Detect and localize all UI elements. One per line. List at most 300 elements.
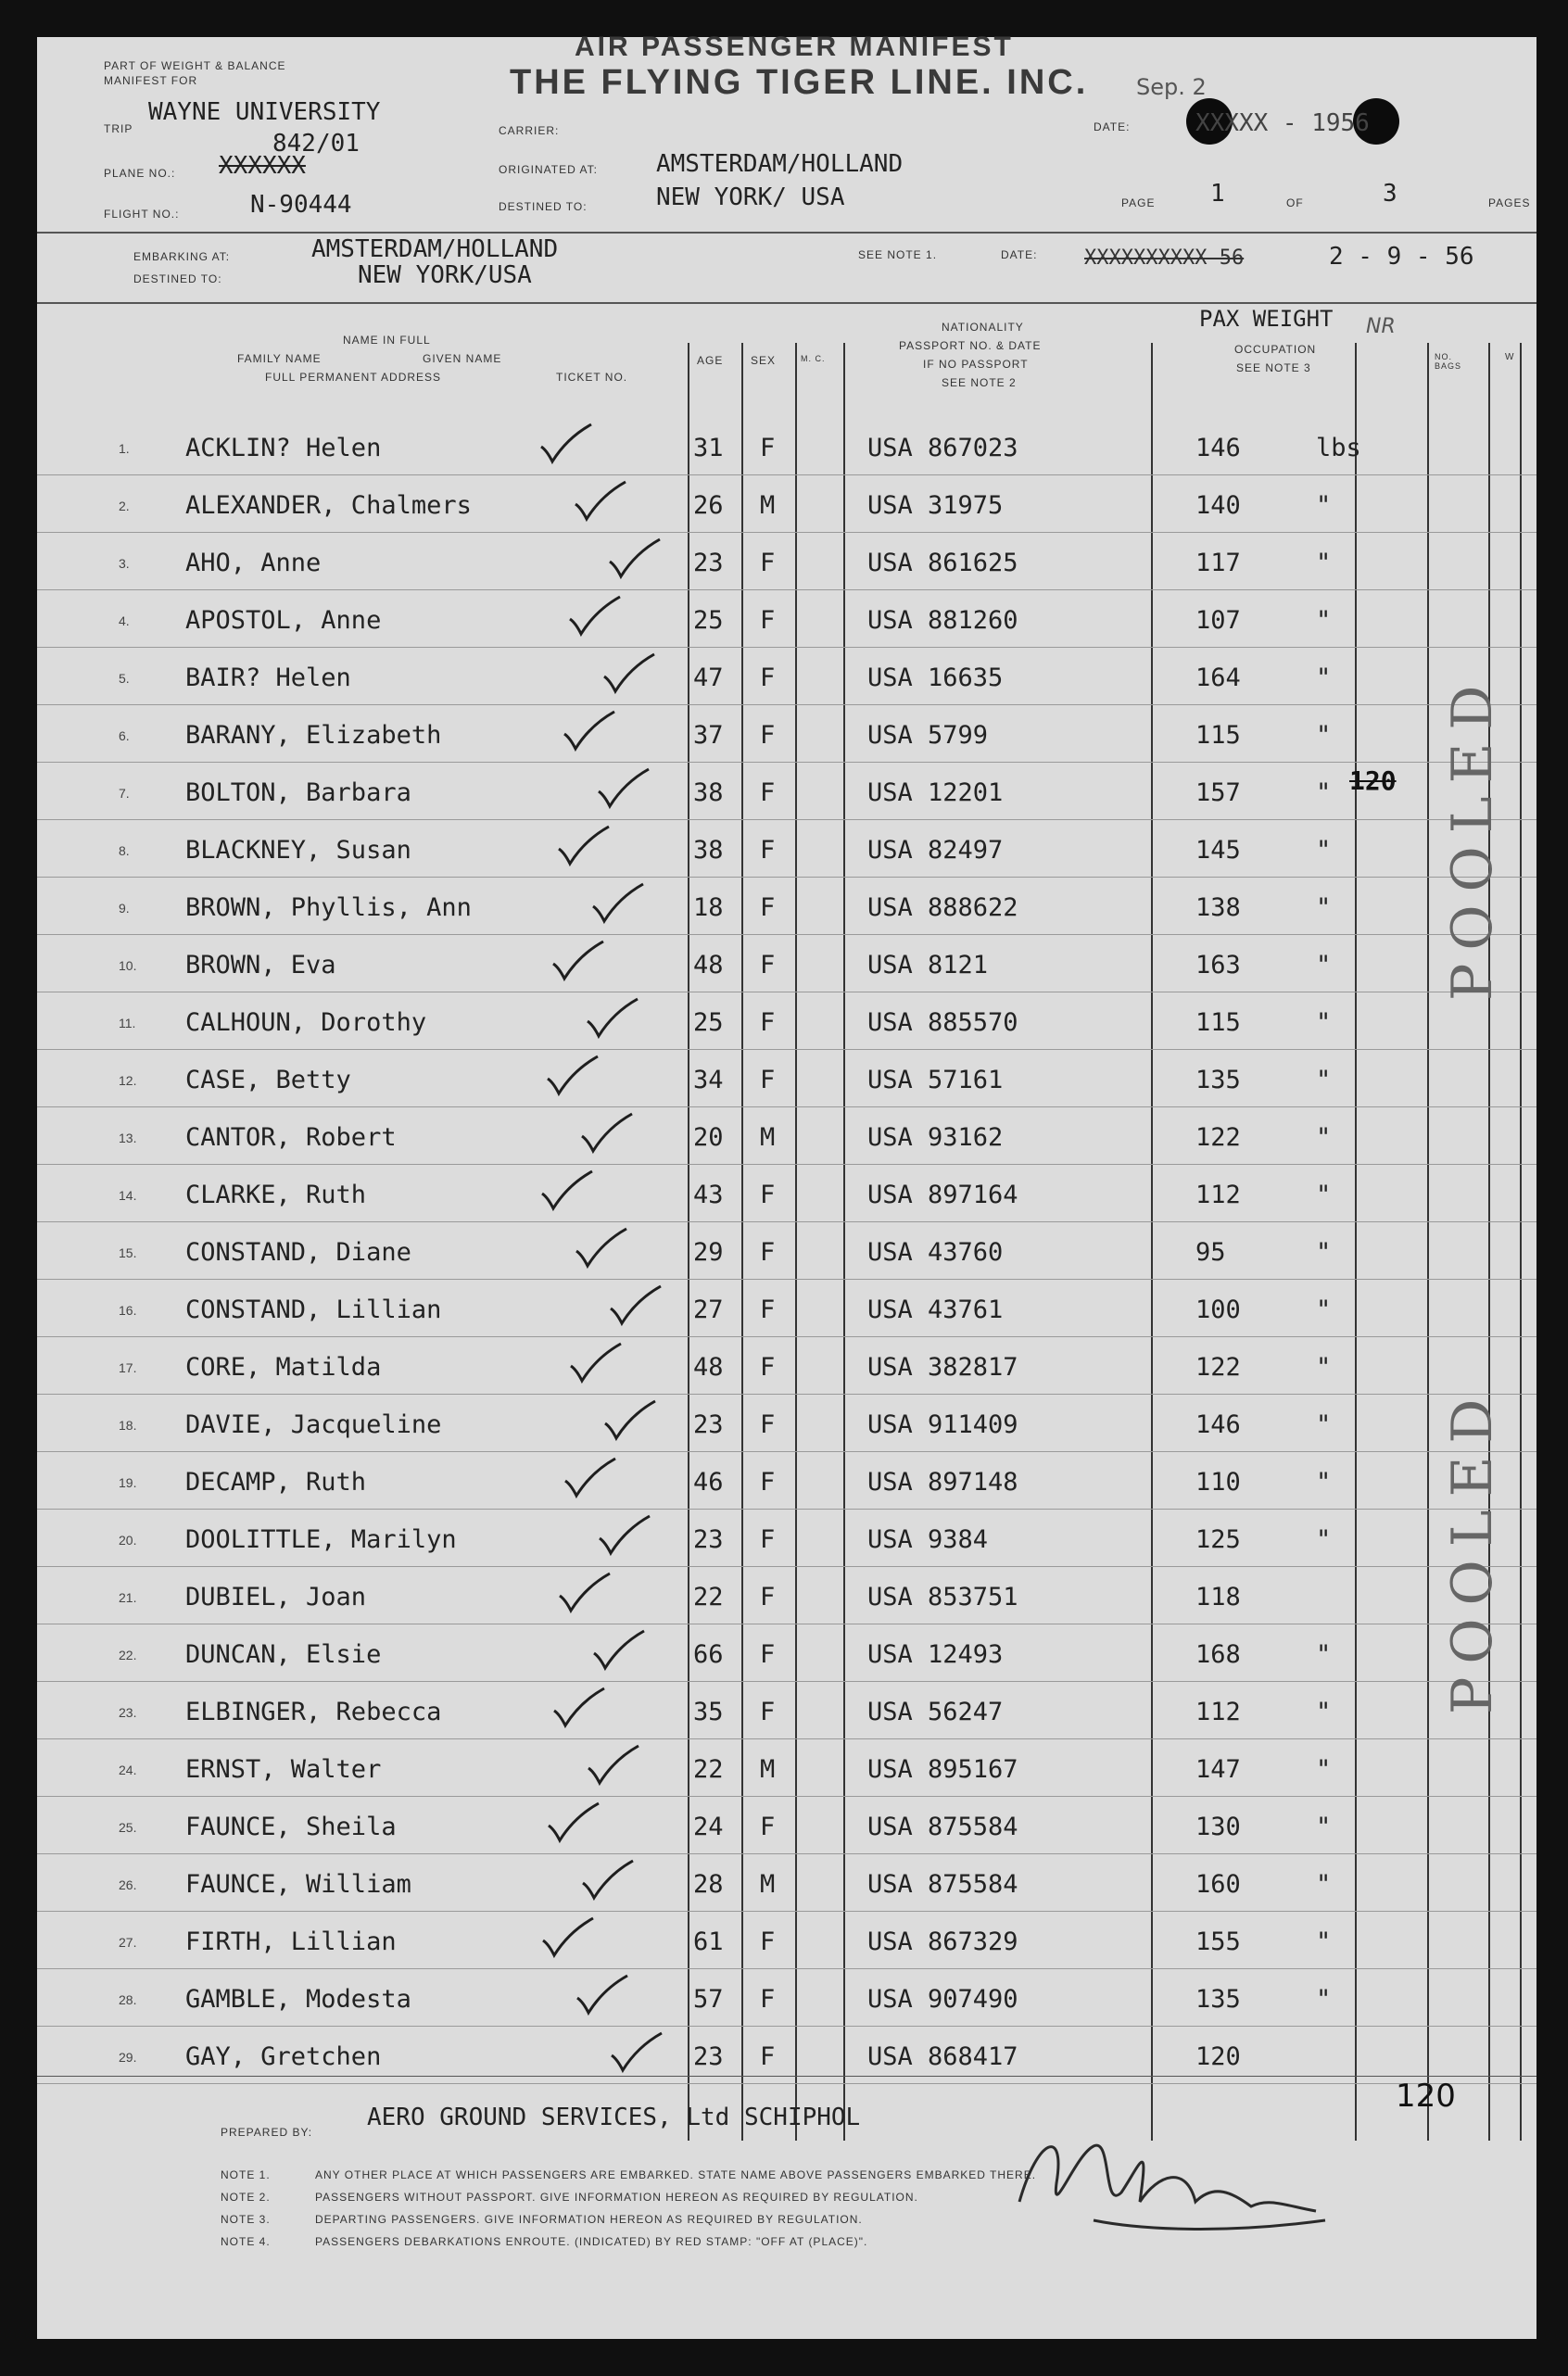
passenger-name: FIRTH, Lillian xyxy=(185,1927,397,1956)
date2-struck: XXXXXXXXXX-56 xyxy=(1084,246,1245,270)
passenger-weight: 110 xyxy=(1195,1468,1241,1497)
row-number: 15. xyxy=(119,1245,137,1260)
passenger-name: BLACKNEY, Susan xyxy=(185,836,411,865)
table-row xyxy=(37,880,1536,938)
passenger-sex: F xyxy=(760,1468,776,1497)
note1-footer-label: NOTE 1. xyxy=(221,2168,271,2181)
passenger-weight: 100 xyxy=(1195,1295,1241,1324)
pooled-stamp-upper: POOLED xyxy=(1440,672,1505,1001)
passenger-passport: USA 895167 xyxy=(867,1755,1018,1784)
prepared-label: PREPARED BY: xyxy=(221,2126,313,2139)
passenger-age: 20 xyxy=(693,1123,724,1152)
trip-label: TRIP xyxy=(104,122,133,135)
col-pax-heading: PAX WEIGHT xyxy=(1199,306,1334,332)
col-passport-heading: PASSPORT NO. & DATE xyxy=(899,339,1042,352)
passenger-name: CONSTAND, Diane xyxy=(185,1238,411,1267)
passenger-weight: 135 xyxy=(1195,1066,1241,1094)
passenger-weight-unit: " xyxy=(1316,1525,1332,1554)
pages-label: PAGES xyxy=(1488,196,1531,209)
passenger-sex: F xyxy=(760,664,776,692)
table-row xyxy=(37,1225,1536,1283)
row-number: 8. xyxy=(119,843,130,858)
passenger-age: 61 xyxy=(693,1927,724,1956)
passenger-passport: USA 57161 xyxy=(867,1066,1004,1094)
row-number: 26. xyxy=(119,1877,137,1892)
passenger-passport: USA 43761 xyxy=(867,1295,1004,1324)
passenger-age: 57 xyxy=(693,1985,724,2014)
date2-label: DATE: xyxy=(1001,248,1038,261)
passenger-weight: 155 xyxy=(1195,1927,1241,1956)
trip-sub-value: 842/01 xyxy=(272,130,360,158)
col-age-heading: AGE xyxy=(697,354,724,367)
table-row xyxy=(37,708,1536,765)
row-number: 16. xyxy=(119,1303,137,1318)
passenger-sex: F xyxy=(760,778,776,807)
passenger-sex: F xyxy=(760,1295,776,1324)
passenger-weight: 115 xyxy=(1195,1008,1241,1037)
passenger-age: 23 xyxy=(693,549,724,577)
row-number: 21. xyxy=(119,1590,137,1605)
passenger-passport: USA 82497 xyxy=(867,836,1004,865)
passenger-weight-unit: " xyxy=(1316,1410,1332,1439)
prepared-value: AERO GROUND SERVICES, Ltd SCHIPHOL xyxy=(367,2104,861,2131)
struck-weight-120: 120 xyxy=(1349,765,1397,796)
date-typed: XXXXX - 1956 xyxy=(1195,109,1370,137)
table-row xyxy=(37,536,1536,593)
destined2-value: NEW YORK/USA xyxy=(358,261,532,289)
passenger-sex: F xyxy=(760,951,776,979)
table-row xyxy=(37,478,1536,536)
passenger-name: BAIR? Helen xyxy=(185,664,351,692)
check-mark-icon xyxy=(606,537,662,580)
passenger-weight: 157 xyxy=(1195,778,1241,807)
row-number: 1. xyxy=(119,441,130,456)
row-rule xyxy=(37,1681,1536,1682)
passenger-weight: 145 xyxy=(1195,836,1241,865)
passenger-weight: 115 xyxy=(1195,721,1241,750)
page-label: PAGE xyxy=(1121,196,1156,209)
passenger-weight-unit: lbs xyxy=(1316,434,1361,462)
row-rule xyxy=(37,474,1536,475)
check-mark-icon xyxy=(584,997,639,1040)
manifest-page xyxy=(37,32,1536,2339)
passenger-weight-unit: " xyxy=(1316,1755,1332,1784)
passenger-passport: USA 861625 xyxy=(867,549,1018,577)
row-number: 17. xyxy=(119,1360,137,1375)
col-ticket-heading: TICKET NO. xyxy=(556,371,628,384)
passenger-age: 43 xyxy=(693,1181,724,1209)
passenger-passport: USA 897148 xyxy=(867,1468,1018,1497)
passenger-sex: M xyxy=(760,491,776,520)
plane-label: PLANE NO.: xyxy=(104,167,176,180)
passenger-weight-unit: " xyxy=(1316,778,1332,807)
passenger-passport: USA 867023 xyxy=(867,434,1018,462)
passenger-weight: 164 xyxy=(1195,664,1241,692)
check-mark-icon xyxy=(585,1744,640,1787)
passenger-sex: F xyxy=(760,434,776,462)
note1-label: SEE NOTE 1. xyxy=(858,248,938,261)
col-address-heading: FULL PERMANENT ADDRESS xyxy=(265,371,442,384)
table-row xyxy=(37,1972,1536,2029)
passenger-age: 23 xyxy=(693,1410,724,1439)
row-number: 24. xyxy=(119,1763,137,1777)
passenger-name: DAVIE, Jacqueline xyxy=(185,1410,442,1439)
passenger-age: 28 xyxy=(693,1870,724,1899)
row-number: 10. xyxy=(119,958,137,973)
passenger-passport: USA 881260 xyxy=(867,606,1018,635)
check-mark-icon xyxy=(539,1916,595,1959)
passenger-age: 48 xyxy=(693,951,724,979)
passenger-weight: 168 xyxy=(1195,1640,1241,1669)
flight-value: N-90444 xyxy=(250,191,352,219)
row-number: 4. xyxy=(119,613,130,628)
row-number: 7. xyxy=(119,786,130,801)
row-rule xyxy=(37,1968,1536,1969)
row-rule xyxy=(37,1164,1536,1165)
passenger-sex: F xyxy=(760,1238,776,1267)
passenger-weight-unit: " xyxy=(1316,893,1332,922)
table-row xyxy=(37,421,1536,478)
passenger-weight: 146 xyxy=(1195,434,1241,462)
passenger-name: CLARKE, Ruth xyxy=(185,1181,367,1209)
row-rule xyxy=(37,704,1536,705)
passenger-sex: F xyxy=(760,1813,776,1841)
passenger-age: 35 xyxy=(693,1698,724,1726)
check-mark-icon xyxy=(574,1974,629,2016)
col-sex-heading: SEX xyxy=(751,354,777,367)
passenger-weight: 163 xyxy=(1195,951,1241,979)
passenger-weight: 118 xyxy=(1195,1583,1241,1611)
table-row xyxy=(37,938,1536,995)
row-number: 11. xyxy=(119,1016,136,1030)
passenger-weight-unit: " xyxy=(1316,1123,1332,1152)
date2-value: 2 - 9 - 56 xyxy=(1329,243,1474,271)
check-mark-icon xyxy=(589,882,645,925)
check-mark-icon xyxy=(561,710,616,752)
row-rule xyxy=(37,1049,1536,1050)
check-mark-icon xyxy=(596,1514,651,1557)
row-rule xyxy=(37,1853,1536,1854)
check-mark-icon xyxy=(579,1859,635,1902)
table-row xyxy=(37,1857,1536,1915)
manifest-title: AIR PASSENGER MANIFEST xyxy=(575,32,1014,62)
passenger-age: 26 xyxy=(693,491,724,520)
check-mark-icon xyxy=(550,940,605,982)
row-number: 19. xyxy=(119,1475,137,1490)
passenger-weight-unit: " xyxy=(1316,1870,1332,1899)
check-mark-icon xyxy=(573,1227,628,1270)
check-mark-icon xyxy=(545,1801,601,1844)
passenger-name: APOSTOL, Anne xyxy=(185,606,382,635)
passenger-name: CALHOUN, Dorothy xyxy=(185,1008,427,1037)
passenger-age: 38 xyxy=(693,778,724,807)
passenger-weight: 146 xyxy=(1195,1410,1241,1439)
passenger-age: 34 xyxy=(693,1066,724,1094)
col-bags-heading: NO. BAGS xyxy=(1435,352,1462,371)
of-label: OF xyxy=(1286,196,1304,209)
row-rule xyxy=(37,532,1536,533)
flight-label: FLIGHT NO.: xyxy=(104,208,180,221)
check-mark-icon xyxy=(608,2031,664,2074)
passenger-passport: USA 875584 xyxy=(867,1870,1018,1899)
row-number: 14. xyxy=(119,1188,137,1203)
passenger-age: 27 xyxy=(693,1295,724,1324)
row-rule xyxy=(37,647,1536,648)
passenger-passport: USA 888622 xyxy=(867,893,1018,922)
note1-footer-text: ANY OTHER PLACE AT WHICH PASSENGERS ARE EMBARKED. STATE NAME ABOVE PASSENGERS EMBARKED THERE. xyxy=(315,2168,1037,2181)
passenger-passport: USA 907490 xyxy=(867,1985,1018,2014)
table-row xyxy=(37,1915,1536,1972)
passenger-age: 47 xyxy=(693,664,724,692)
divider-header xyxy=(37,232,1536,234)
passenger-weight-unit: " xyxy=(1316,1698,1332,1726)
passenger-weight: 160 xyxy=(1195,1870,1241,1899)
col-ifno-heading: IF NO PASSPORT xyxy=(923,358,1029,371)
passenger-sex: F xyxy=(760,1410,776,1439)
passenger-passport: USA 867329 xyxy=(867,1927,1018,1956)
passenger-passport: USA 897164 xyxy=(867,1181,1018,1209)
passenger-age: 22 xyxy=(693,1583,724,1611)
passenger-name: CANTOR, Robert xyxy=(185,1123,397,1152)
passenger-age: 29 xyxy=(693,1238,724,1267)
passenger-name: BARANY, Elizabeth xyxy=(185,721,442,750)
note3-footer-label: NOTE 3. xyxy=(221,2213,271,2226)
passenger-name: BROWN, Eva xyxy=(185,951,336,979)
passenger-weight-unit: " xyxy=(1316,1927,1332,1956)
passenger-name: ELBINGER, Rebecca xyxy=(185,1698,442,1726)
table-row xyxy=(37,1455,1536,1512)
passenger-sex: F xyxy=(760,1008,776,1037)
col-seenote2-heading: SEE NOTE 2 xyxy=(942,376,1017,389)
passenger-name: AHO, Anne xyxy=(185,549,322,577)
check-mark-icon xyxy=(607,1284,663,1327)
check-mark-icon xyxy=(556,1572,612,1614)
check-mark-icon xyxy=(590,1629,646,1672)
table-row xyxy=(37,2029,1536,2087)
note2-footer-label: NOTE 2. xyxy=(221,2191,271,2204)
passenger-weight: 140 xyxy=(1195,491,1241,520)
trip-value: WAYNE UNIVERSITY xyxy=(148,98,381,126)
table-row xyxy=(37,1110,1536,1168)
row-number: 28. xyxy=(119,1992,137,2007)
carrier-name: THE FLYING TIGER LINE. INC. xyxy=(510,63,1089,102)
passenger-passport: USA 12493 xyxy=(867,1640,1004,1669)
row-number: 23. xyxy=(119,1705,137,1720)
passenger-sex: M xyxy=(760,1755,776,1784)
passenger-sex: F xyxy=(760,721,776,750)
check-mark-icon xyxy=(572,480,627,523)
col-m-heading: M. C. xyxy=(801,354,826,363)
check-mark-icon xyxy=(578,1112,634,1155)
passenger-name: ACKLIN? Helen xyxy=(185,434,382,462)
passenger-age: 25 xyxy=(693,1008,724,1037)
col-name-heading: NAME IN FULL xyxy=(343,334,431,347)
passenger-weight-unit: " xyxy=(1316,491,1332,520)
row-rule xyxy=(37,1566,1536,1567)
divider-footer xyxy=(37,2076,1536,2077)
row-number: 25. xyxy=(119,1820,137,1835)
row-number: 20. xyxy=(119,1533,137,1548)
passenger-weight-unit: " xyxy=(1316,1295,1332,1324)
passenger-passport: USA 853751 xyxy=(867,1583,1018,1611)
row-number: 3. xyxy=(119,556,130,571)
destined2-label: DESTINED TO: xyxy=(133,272,222,285)
passenger-sex: M xyxy=(760,1870,776,1899)
check-mark-icon xyxy=(601,652,656,695)
passenger-passport: USA 43760 xyxy=(867,1238,1004,1267)
passenger-name: BOLTON, Barbara xyxy=(185,778,411,807)
row-number: 12. xyxy=(119,1073,137,1088)
passenger-weight-unit: " xyxy=(1316,1640,1332,1669)
passenger-name: BROWN, Phyllis, Ann xyxy=(185,893,472,922)
part-of-label: PART OF WEIGHT & BALANCE xyxy=(104,59,286,72)
passenger-passport: USA 885570 xyxy=(867,1008,1018,1037)
page-value: 1 xyxy=(1210,180,1225,208)
passenger-sex: F xyxy=(760,1640,776,1669)
passenger-passport: USA 56247 xyxy=(867,1698,1004,1726)
passenger-age: 25 xyxy=(693,606,724,635)
row-number: 6. xyxy=(119,728,130,743)
passenger-sex: F xyxy=(760,1583,776,1611)
passenger-name: DUBIEL, Joan xyxy=(185,1583,367,1611)
passenger-weight: 130 xyxy=(1195,1813,1241,1841)
table-row xyxy=(37,1340,1536,1397)
check-mark-icon xyxy=(562,1457,617,1499)
pooled-stamp-lower: POOLED xyxy=(1440,1385,1505,1714)
row-rule xyxy=(37,877,1536,878)
passenger-weight-unit: " xyxy=(1316,606,1332,635)
passenger-passport: USA 5799 xyxy=(867,721,989,750)
embarking-label: EMBARKING AT: xyxy=(133,250,231,263)
signature xyxy=(1001,2118,1334,2257)
destined-value: NEW YORK/ USA xyxy=(656,183,845,211)
row-number: 22. xyxy=(119,1648,137,1662)
passenger-weight: 135 xyxy=(1195,1985,1241,2014)
row-rule xyxy=(37,2026,1536,2027)
row-rule xyxy=(37,1451,1536,1452)
passenger-weight: 122 xyxy=(1195,1353,1241,1382)
check-mark-icon xyxy=(555,825,611,867)
passenger-weight: 117 xyxy=(1195,549,1241,577)
row-number: 27. xyxy=(119,1935,137,1950)
passenger-sex: F xyxy=(760,836,776,865)
col-given-heading: GIVEN NAME xyxy=(423,352,502,365)
passenger-sex: F xyxy=(760,1927,776,1956)
note4-footer-text: PASSENGERS DEBARKATIONS ENROUTE. (INDICATED) BY RED STAMP: "OFF AT (PLACE)". xyxy=(315,2235,868,2248)
divider-columns xyxy=(37,302,1536,304)
row-rule xyxy=(37,1509,1536,1510)
row-rule xyxy=(37,934,1536,935)
originated-value: AMSTERDAM/HOLLAND xyxy=(656,150,904,178)
note2-footer-text: PASSENGERS WITHOUT PASSPORT. GIVE INFORMATION HEREON AS REQUIRED BY REGULATION. xyxy=(315,2191,918,2204)
row-number: 18. xyxy=(119,1418,137,1433)
col-occupation-heading: OCCUPATION xyxy=(1234,343,1317,356)
passenger-weight-unit: " xyxy=(1316,1985,1332,2014)
check-mark-icon xyxy=(544,1055,600,1097)
passenger-weight-unit: " xyxy=(1316,951,1332,979)
table-row xyxy=(37,1283,1536,1340)
table-row xyxy=(37,1512,1536,1570)
row-number: 9. xyxy=(119,901,130,916)
passenger-name: GAY, Gretchen xyxy=(185,2042,382,2071)
passenger-weight-unit: " xyxy=(1316,1181,1332,1209)
row-rule xyxy=(37,589,1536,590)
passenger-age: 18 xyxy=(693,893,724,922)
date-handwritten: Sep. 2 xyxy=(1136,74,1207,100)
row-rule xyxy=(37,1394,1536,1395)
col-nr-heading: NR xyxy=(1366,315,1396,338)
passenger-name: ALEXANDER, Chalmers xyxy=(185,491,472,520)
passenger-weight: 95 xyxy=(1195,1238,1226,1267)
passenger-name: FAUNCE, William xyxy=(185,1870,411,1899)
table-row xyxy=(37,1800,1536,1857)
table-row xyxy=(37,765,1536,823)
passenger-name: FAUNCE, Sheila xyxy=(185,1813,397,1841)
total-weight: 120 xyxy=(1396,2078,1456,2115)
destined-label: DESTINED TO: xyxy=(499,200,588,213)
of-value: 3 xyxy=(1383,180,1397,208)
passenger-age: 22 xyxy=(693,1755,724,1784)
passenger-passport: USA 868417 xyxy=(867,2042,1018,2071)
originated-label: ORIGINATED AT: xyxy=(499,163,598,176)
passenger-name: DOOLITTLE, Marilyn xyxy=(185,1525,457,1554)
note4-footer-label: NOTE 4. xyxy=(221,2235,271,2248)
passenger-weight-unit: " xyxy=(1316,1238,1332,1267)
table-row xyxy=(37,1168,1536,1225)
passenger-sex: M xyxy=(760,1123,776,1152)
passenger-passport: USA 875584 xyxy=(867,1813,1018,1841)
passenger-age: 48 xyxy=(693,1353,724,1382)
col-wt-heading: W xyxy=(1505,352,1515,362)
table-row xyxy=(37,1685,1536,1742)
passenger-weight-unit: " xyxy=(1316,549,1332,577)
row-rule xyxy=(37,1796,1536,1797)
table-row xyxy=(37,1397,1536,1455)
passenger-sex: F xyxy=(760,1985,776,2014)
passenger-name: DUNCAN, Elsie xyxy=(185,1640,382,1669)
row-rule xyxy=(37,1221,1536,1222)
table-row xyxy=(37,1570,1536,1627)
passenger-weight: 120 xyxy=(1195,2042,1241,2071)
passenger-passport: USA 382817 xyxy=(867,1353,1018,1382)
check-mark-icon xyxy=(550,1687,606,1729)
passenger-weight-unit: " xyxy=(1316,1813,1332,1841)
passenger-sex: F xyxy=(760,549,776,577)
passenger-name: CONSTAND, Lillian xyxy=(185,1295,442,1324)
passenger-age: 37 xyxy=(693,721,724,750)
col-seenote3-heading: SEE NOTE 3 xyxy=(1236,361,1311,374)
passenger-weight: 112 xyxy=(1195,1181,1241,1209)
passenger-sex: F xyxy=(760,1698,776,1726)
passenger-age: 31 xyxy=(693,434,724,462)
note3-footer-text: DEPARTING PASSENGERS. GIVE INFORMATION HEREON AS REQUIRED BY REGULATION. xyxy=(315,2213,863,2226)
passenger-weight: 138 xyxy=(1195,893,1241,922)
carrier-label: CARRIER: xyxy=(499,124,560,137)
plane-value: XXXXXX xyxy=(219,152,306,180)
passenger-passport: USA 9384 xyxy=(867,1525,989,1554)
passenger-sex: F xyxy=(760,2042,776,2071)
passenger-age: 46 xyxy=(693,1468,724,1497)
passenger-passport: USA 16635 xyxy=(867,664,1004,692)
passenger-age: 24 xyxy=(693,1813,724,1841)
passenger-age: 38 xyxy=(693,836,724,865)
row-rule xyxy=(37,819,1536,820)
passenger-passport: USA 911409 xyxy=(867,1410,1018,1439)
passenger-passport: USA 12201 xyxy=(867,778,1004,807)
table-row xyxy=(37,1053,1536,1110)
passenger-weight-unit: " xyxy=(1316,1008,1332,1037)
passenger-name: DECAMP, Ruth xyxy=(185,1468,367,1497)
